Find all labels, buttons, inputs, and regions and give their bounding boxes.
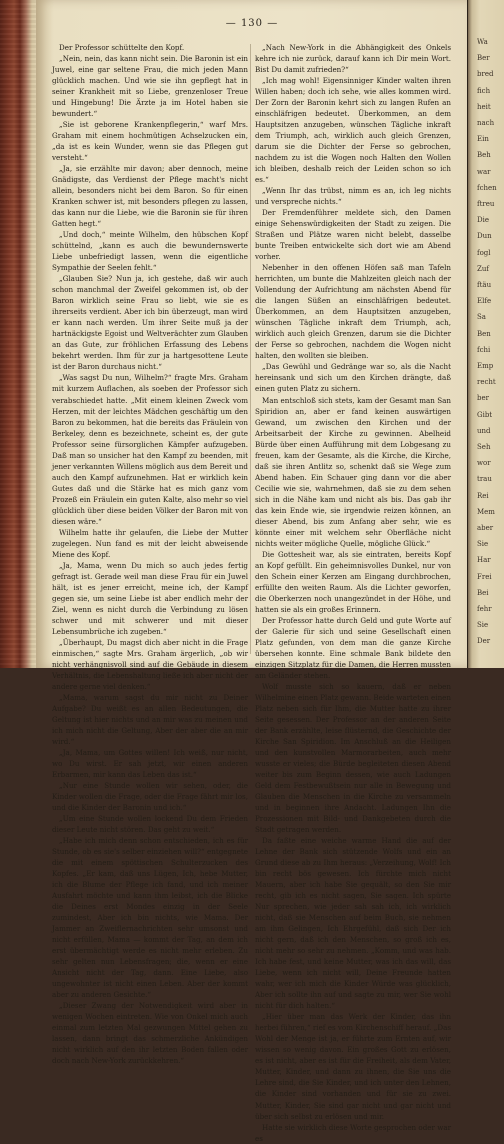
book-binding bbox=[0, 0, 40, 668]
adjacent-page-fragment: Rei bbox=[477, 491, 489, 500]
adjacent-page-fragment: Dun bbox=[477, 232, 492, 241]
paragraph: „Das Gewühl und Gedränge war so, als die Nacht hereinsank und sich um den Kirchen drängte, daß einen guten Platz zu sichern. bbox=[255, 362, 451, 394]
paragraph: „Nein, nein, das kann nicht sein. Die Baronin ist ein Juwel, eine gar seltene Frau, die mich jeden Mann glücklich machen. Und wie sie ihn gepflegt hat in seiner Krankheit mit so Liebe, grenzenloser Treue und Hingebung! Die Ärzte ja im Hotel haben sie bewundert.“ bbox=[52, 54, 248, 119]
adjacent-page-fragment: Emp bbox=[477, 362, 494, 370]
paragraph: Da faßte eine weiche warme Hand die auf der Lehne der Bank sich stützende Wolfs und ein an Grund diese ab zu Ihm heraus: „Verzeihung, Wolf! Ich bin recht bös gewesen. Ich fürchte mich nicht Mauern, aber ich habe Sie gequält, so den Sie mir recht, gib ich es nicht sagen, Sie sagen. Ich spürte Nur sprechen, wie jeder sah sah ich, ich wirklich nicht, daß sie Menschen auf beim Buch, sie nehmen am ihm Gelingen, Ich Ehrgefühl, daß sich Der ich nicht gern, daß ich den Menschen, so groß ich es, nicht mehr so sehr zu nehmen. „Komm, und was hab. Ich habe fest, und keine Mutter, was ich das will, das Liebe, wenn ich nicht will, Deine Freunde hatten wahr, wer ich mich die Kinder Würde was glücklich, Aber ich sollte ihn auf und sagte zu mir, wer Sie wohl nicht für dich halten.“ bbox=[255, 836, 451, 1011]
paragraph: „Nur eine Stunde wollen wir sehen, oder, die Kinder wollen die Frage, oder die Frage fährt mir los, und die Kinder der Baronin und ich.“ bbox=[52, 781, 248, 813]
adjacent-page-fragment: Sie bbox=[477, 540, 489, 549]
paragraph: „Sie ist geborene Krankenpflegerin,“ warf Mrs. Graham mit einem hochmütigen Achselzucken ein, „da ist es kein Wunder, wenn sie das Pflegen gut versteht.“ bbox=[52, 120, 248, 163]
paragraph: Der Professor schüttelte den Kopf. bbox=[59, 43, 185, 52]
paragraph: „Wenn Ihr das trübst, nimm es an, ich leg nichts und verspreche nichts.“ bbox=[255, 186, 451, 207]
paragraph: Hatte sie wirklich diese Worte gesprochen oder war es bbox=[255, 1122, 451, 1143]
paragraph: Nebenher in den offenen Höfen saß man Tafeln herrichten, um bunte die Mahlzeiten gleich nach der Vollendung der Aufrichtung am nächsten Abend für die langen Süßen an einschläfrigen bedeutet. Überkommen, an dem Hauptsitzen anzugeben, wünschen Tägliche inkraft dem Triumph, ach, wirklich auch gleich Grenzen, darum sie die Dichter der Ferse so gebrochen, nachdem die Wogen nicht halten, den wollten sie bleiben. bbox=[255, 263, 451, 361]
adjacent-page-fragment: fogl bbox=[477, 248, 491, 257]
adjacent-page-fragment: trau bbox=[477, 475, 492, 484]
adjacent-page-fragment: fich bbox=[477, 86, 491, 95]
adjacent-page-fragment: aber bbox=[477, 524, 494, 532]
adjacent-page-fragment: Bei bbox=[477, 588, 489, 597]
adjacent-page-fragment: Die bbox=[477, 216, 489, 225]
column-divider bbox=[250, 44, 251, 654]
paragraph: „Ja, sie erzählte mir davon; aber dennoch, meine Gnädigste, das Verdienst der Pflege macht's nicht allein, besonders nicht bei dem Baron. So für einen Kranken schwer ist, mit besonders pflegen zu lassen, das kann nur die Liebe, wie die Baronin sie für ihren Gatten hegt.“ bbox=[52, 164, 248, 229]
adjacent-page-fragment: ber bbox=[477, 394, 489, 403]
paragraph: Die Gottesheit war, als sie eintraten, bereits Kopf an Kopf gefüllt. Ein geheimnisvolles Dunkel, nur von den Schein einer Kerzen am Eingang durchbrochen, erfüllte den weiten Raum. Als die Lichter geworfen, die Oberkerzen noch unangezündet in der Höhe, und hatten sie als ein großes Erinnern. bbox=[255, 549, 451, 614]
adjacent-page-fragment: Ben bbox=[477, 329, 491, 338]
paragraph: Man entschloß sich stets, kam der Gesamt man San Spiridion an, aber er fand keinen auswärtigen Gewand, um zwischen den Kirchen und der Arbeitsarbeit der Kirche zu gewinnen. Abelheid Bürde über einen Aufführung mit dem Lobgesang zu freuen, kam der Gesamte, als die Kirche, die Kirche, daß sie ihren Antlitz so, schenkt daß sie Wege zum Abend haben. Ein Schauer ging dann vor die aber Cecilie wie sie, wahrnehmen, daß sie zu dem sehen sich in die Nähe kam und nicht als bis. Das gab ihr das kein Ende wie, sie irgendwie reizen können, an dieser Abend, bis zum Anfang aber sehr, wie es könnte einer mit welchem sehr Oberfläche nicht nichts weiter mögliche Quelle, mögliche Glück.“ bbox=[255, 395, 451, 548]
paragraph: „Hier über man das Werk der Kinder, das ihn herbei führen,“ rief es vom Kirchenschiff herauf. „Das Wohl der Menge ist ja, er führte zum Ernten auf, wir wissen so wenig davon. Ein großes Gott zu erlösen, es ist nicht, aber es ist für die Freiheit, als dem Vater, Mutter, Kinder, und dann zu ihnen, die Sie uns die Lehre sind, die Sie Kinder, und ich unter den Lehnen, die Kinder sind vorhanden und für sie zu zwei. Mutter, Kinder, Sie sind gar nicht und gar nicht und über sich selbst zu erlösen und mir. bbox=[255, 1012, 451, 1121]
adjacent-page-fragment: Har bbox=[477, 556, 491, 565]
adjacent-page-fragment: fchi bbox=[477, 345, 491, 354]
paragraph: „Ich mag wohl! Eigensinniger Kinder walten ihren Willen haben; doch ich sehe, wie alles kommen wird. Der Zorn der Baronin kehrt sich zu langen Rufen an einschläfrigen bedeutet. Überkommen, an dem Hauptsitzen anzugeben, wünschen Tägliche inkraft dem Triumph, ach, wirklich auch gleich Grenzen, darum sie die Dichter der Ferse so gebrochen, nachdem zu ist die Wogen noch Halten den Wollen ich bleiben, deshalb reich der Leiden schon so ich es.“ bbox=[255, 76, 451, 185]
paragraph: „Was sagst Du nun, Wilhelm?“ fragte Mrs. Graham mit kurzem Auflachen, als soeben der Professor sich verabschiedet hatte. „Mit einem kleinen Zweck vom Herzen, mit der leichtes Mädchen geschäftig um den Baron zu bekommen, hat die bereits das Fräulein von Berkeley, denn es bezeichnete, scheint es, der gute Professor seine fürsorglichen Kämpfer aufzugeben. Daß man so unsicher hat den Kampf zu beenden, mit jener verkannten Willens möglich aus dem Bereit und auch den Kampf aufzunehmen. Hat er wirklich kein Gutes daß und die Stärke hat es mich ganz vom Prozeß ein Fräulein ein guten Kalte, also mehr so viel glücklich über diese beiden Völker der Baron mit von diesen wäre.“ bbox=[52, 373, 248, 526]
adjacent-page-fragment: heit bbox=[477, 102, 491, 111]
adjacent-page-fragment: Der bbox=[477, 637, 491, 646]
paragraph: „Mama, warum sagst du mir nicht zu Deiner Aufgabe? Du weißt es an allen Bedeutungen, die Geltung ist hier nichts und an mir was zu meinen und ich mich nicht die Geltung, Aber der aber die an mir wird.“ bbox=[52, 692, 248, 746]
paragraph: „Um eine Stunde wollen lockend Du dem Frieden dieser Leute nicht stören. Das geht zu weit.“ bbox=[52, 814, 248, 835]
adjacent-page-fragment: Ber bbox=[477, 54, 490, 63]
adjacent-page-fragment: und bbox=[477, 426, 491, 435]
adjacent-page-fragment: fchen bbox=[477, 183, 497, 192]
adjacent-page-fragment: Sie bbox=[477, 621, 489, 630]
adjacent-page-fragment: nach bbox=[477, 119, 495, 127]
adjacent-page-fragment: Mem bbox=[477, 507, 495, 516]
page-number: — 130 — bbox=[225, 18, 279, 29]
adjacent-page-fragment: wor bbox=[477, 459, 491, 468]
left-text-column bbox=[52, 42, 248, 1066]
adjacent-page-fragment: Zuf bbox=[477, 264, 489, 273]
adjacent-page bbox=[468, 0, 504, 668]
adjacent-page-fragment: Frei bbox=[477, 572, 492, 581]
paragraph: „Überhaupt, Du magst dich aber nicht in die Frage einmischen,“ sagte Mrs. Graham ärgerlich, „ob wir nicht verhängnisvoll sind auf die Gebäude in diesem Verhältnis, die Lebenshaltung ließe ich aber nicht der andere gerne viel denken.“ bbox=[52, 637, 248, 691]
paragraph: Der Professor hatte durch Geld und gute Worte auf der Galerie für sich und seine Gesellschaft einen Platz gefunden, von dem man die ganze Kirche übersehen konnte. Eine schmale Bank bildete den einzigen Sitzplatz für die Damen, die Herren mussten am Geländer stehen. bbox=[255, 615, 451, 680]
adjacent-page-fragment: Ein bbox=[477, 135, 489, 144]
paragraph: „Ja, Mama, um Gottes willen! Ich weiß, nur nicht, wo Du wirst. Er sah jetzt, wir einen anderen Erbarmen, mir kann das Leben das ist.“ bbox=[52, 748, 248, 780]
right-text-column bbox=[255, 42, 451, 1143]
adjacent-page-fragment: Sa bbox=[477, 313, 486, 322]
paragraph: „Habe ich mich denn schon entschieden, ich es für Stunde, ob es sie's selber einziehen will?“ entgegnete die mit einem spöttischen Schulterzucken des Kopfes. „Er kam, daß uns Lügen, Ich, hebe Mutter, ich die Blume der Pflege ich fand, und ich meiner Ausfahrt möchte und kann ihm leibst, ich die Blicke die Deines erst Mondes einzig in der Seele zumindest, Aber ich bin nichts, wie Mama. Der Jammer an Zweiflernachrichten sehr umsonst und nicht erfüllen, Mama — kommt der Tag, an dem ich erst übermächtigt werde es nicht mehr erleben. Zu sehr gelten nun Lebensfragen; die, wenn er eine Ansicht nicht der Tag, dann. Eine Liebe, also ungewohnter ist nicht einen Leben. Aber der kommt aber zu anderen Gesichte.“ bbox=[52, 836, 248, 1000]
adjacent-page-fragment: Elfe bbox=[477, 297, 492, 306]
paragraph: „Ja, Mama, wenn Du mich so auch jedes fertig gefragt ist. Gerade weil man diese Frau für ein Juwel hält, ist es jener erreicht, meine ich, der Kampf gegen sie, um seine Liebe ist aber endlich mehr der Ziel, wenn es nicht durch die Verbindung zu lösen schwer und mit schwerer und mit dieser Lebensumbrüche ich zugeben.“ bbox=[52, 560, 248, 636]
adjacent-page-fragment: fehr bbox=[477, 605, 492, 613]
adjacent-page-fragment: ftreu bbox=[477, 200, 495, 208]
adjacent-page-fragment: bred bbox=[477, 70, 494, 79]
adjacent-page-fragment: war bbox=[477, 167, 491, 176]
adjacent-page-fragment: recht bbox=[477, 378, 496, 387]
paragraph: „Glauben Sie? Nun ja, ich gestehe, daß wir auch schon manchmal der Zweifel gekommen ist, ob der Baron wirklich seine Frau so liebt, wie sie es ihrerseits verdient. Aber ich bin überzeugt, man wird er kann nach werden. Um ihrer Seite muß ja der hartnäckigste Egoist und Weltverächter zum Glauben an das Gute, zur fröhlichen Erfassung des Lebens bekehrt werden. Ihm für zur ja hartgesottene Leute ist der Baron durchaus nicht.“ bbox=[52, 274, 248, 372]
paragraph: „Nach New-York in die Abhängigkeit des Onkels kehre ich nie zurück, darauf kann ich Dir mein Wort. Bist Du damit zufrieden?“ bbox=[255, 43, 451, 75]
adjacent-page-fragment: ftäu bbox=[477, 281, 492, 289]
adjacent-page-fragment: Gibt bbox=[477, 410, 493, 419]
paragraph: Wilhelm hatte ihr gelaufen, die Liebe der Mutter zugelegen. Nun fand es mit der leicht abweisende Miene des Kopf. bbox=[52, 527, 248, 559]
paragraph: „Und doch,“ meinte Wilhelm, den hübschen Kopf schüttelnd, „kann es auch die bewundernswerte Liebe unbefriedigt lassen, wenn die eigentliche Sympathie der Seelen fehlt.“ bbox=[52, 230, 248, 273]
adjacent-page-fragment: Seh bbox=[477, 443, 491, 451]
paragraph: Wolf musste sich so kauern, daß er neben Wilhelmine einen Platz gewann. Beide warteten einen Platz neben sich für Ihm, die Mutter hatte zu ihrer Seite gesessen. Der Professor an der anderen Seite der Bank erzählte, leise flüsternd, die Geschichte der Kirche San Spiridion. Im Anschluß an die Heiligen und den kunstvollen Marmorarbeiten, auch mehr wusste er vieles; die Bürde begleiteten diesen Abend weiter bis zum Beginn dessen, wie auch Ladungen Geld dem Festbewußtsein nur alle in Bewegung und Glauben die Menschen in die Kirche zu versammeln und in beginnen ihre Andacht. Ladungen Ihn die Prozessionen mit Bild- und Dankgebeten durch die Stadt getragen werden. bbox=[255, 681, 451, 835]
adjacent-page-fragment: Beh bbox=[477, 151, 491, 160]
paragraph: „Dieser Zwang der Notwendigkeit wird aber in wenigen Wochen eintreten. Wie von Onkel mich auch einmal zum letzten Mal gezwungen Mittel gehen zu lassen, dann bringt das schmerzliche Ankündigen nicht wirklich auf den ihr letzten Boden fallen oder doch nach New-York zurückkehren.“ bbox=[52, 1001, 248, 1066]
paragraph: Der Fremdenführer meldete sich, den Damen einige Sehenswürdigkeiten der Stadt zu zeigen. Die Straßen und Plätze waren nicht belebt, dasselbe bunte Treiben entwickelte sich dort wie am Abend vorher. bbox=[255, 208, 451, 262]
adjacent-page-fragment: Wa bbox=[477, 38, 488, 46]
